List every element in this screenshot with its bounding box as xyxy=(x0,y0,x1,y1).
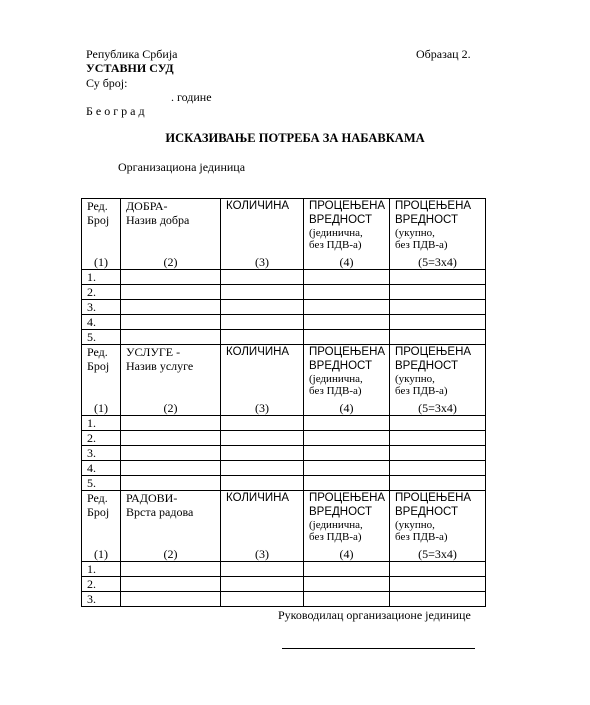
total-value-cell[interactable] xyxy=(390,300,486,315)
col-number-subtitle: Број xyxy=(87,213,110,227)
col-total-value-l2: ВРЕДНОСТ xyxy=(395,506,458,518)
item-name-cell[interactable] xyxy=(121,562,221,577)
row-number: 1. xyxy=(82,562,121,577)
col-quantity-title: КОЛИЧИНА xyxy=(226,200,290,212)
unit-value-cell[interactable] xyxy=(304,285,390,300)
table-row xyxy=(82,592,486,607)
unit-value-cell[interactable] xyxy=(304,431,390,446)
item-name-cell[interactable] xyxy=(121,446,221,461)
item-name-cell[interactable] xyxy=(121,476,221,491)
needs-table xyxy=(81,198,486,607)
table-row xyxy=(82,315,486,330)
item-name-cell[interactable] xyxy=(121,461,221,476)
table-row xyxy=(82,416,486,431)
col-item-title: ДОБРА- xyxy=(126,199,168,213)
quantity-cell[interactable] xyxy=(221,270,304,285)
col-header-number xyxy=(82,345,121,416)
case-number-label: Су број: xyxy=(86,76,128,90)
court-name: УСТАВНИ СУД xyxy=(86,61,174,75)
row-number: 2. xyxy=(82,285,121,300)
col-header-item xyxy=(121,345,221,416)
col-item-title: РАДОВИ- xyxy=(126,491,178,505)
quantity-cell[interactable] xyxy=(221,315,304,330)
total-value-cell[interactable] xyxy=(390,562,486,577)
section-header-row xyxy=(82,199,486,270)
item-name-cell[interactable] xyxy=(121,416,221,431)
col-unit-value-l2: ВРЕДНОСТ xyxy=(309,214,372,226)
quantity-cell[interactable] xyxy=(221,446,304,461)
col-total-value-index: (5=3х4) xyxy=(418,401,457,415)
col-number-subtitle: Број xyxy=(87,505,110,519)
quantity-cell[interactable] xyxy=(221,300,304,315)
quantity-cell[interactable] xyxy=(221,285,304,300)
col-unit-value-l1: ПРОЦЕЊЕНА xyxy=(309,346,386,358)
col-item-subtitle: Врста радова xyxy=(126,505,194,519)
col-total-value-l2: ВРЕДНОСТ xyxy=(395,360,458,372)
org-unit-label: Организациона јединица xyxy=(118,160,246,174)
col-header-item xyxy=(121,199,221,270)
col-header-total-value xyxy=(390,491,486,562)
col-number-title: Ред. xyxy=(87,491,108,505)
total-value-cell[interactable] xyxy=(390,461,486,476)
col-header-quantity xyxy=(221,199,304,270)
col-header-number xyxy=(82,199,121,270)
item-name-cell[interactable] xyxy=(121,577,221,592)
unit-value-cell[interactable] xyxy=(304,315,390,330)
table-row xyxy=(82,270,486,285)
col-unit-value-l2: ВРЕДНОСТ xyxy=(309,360,372,372)
unit-value-cell[interactable] xyxy=(304,300,390,315)
table-row xyxy=(82,562,486,577)
row-number: 3. xyxy=(82,300,121,315)
item-name-cell[interactable] xyxy=(121,330,221,345)
col-item-index: (2) xyxy=(163,255,178,269)
col-item-index: (2) xyxy=(163,547,178,561)
col-header-unit-value xyxy=(304,199,390,270)
form-number: Образац 2. xyxy=(416,47,471,61)
total-value-cell[interactable] xyxy=(390,476,486,491)
col-quantity-title: КОЛИЧИНА xyxy=(226,492,290,504)
col-header-unit-value xyxy=(304,345,390,416)
total-value-cell[interactable] xyxy=(390,446,486,461)
row-number: 5. xyxy=(82,476,121,491)
signature-label: Руководилац организационе јединице xyxy=(278,608,471,622)
col-unit-value-l1: ПРОЦЕЊЕНА xyxy=(309,200,386,212)
unit-value-cell[interactable] xyxy=(304,416,390,431)
row-number: 1. xyxy=(82,270,121,285)
quantity-cell[interactable] xyxy=(221,592,304,607)
col-item-index: (2) xyxy=(163,401,178,415)
total-value-cell[interactable] xyxy=(390,285,486,300)
table-row xyxy=(82,476,486,491)
col-unit-value-l4: без ПДВ-а) xyxy=(309,239,362,251)
col-unit-value-l4: без ПДВ-а) xyxy=(309,385,362,397)
col-total-value-l4: без ПДВ-а) xyxy=(395,531,448,543)
quantity-cell[interactable] xyxy=(221,431,304,446)
col-total-value-l1: ПРОЦЕЊЕНА xyxy=(395,200,472,212)
row-number: 4. xyxy=(82,315,121,330)
city-label: Б е о г р а д xyxy=(86,104,145,118)
row-number: 2. xyxy=(82,431,121,446)
col-header-quantity xyxy=(221,345,304,416)
col-unit-value-l3: (јединична, xyxy=(309,373,363,385)
needs-table-body xyxy=(82,199,486,607)
table-row xyxy=(82,300,486,315)
col-item-title: УСЛУГЕ - xyxy=(126,345,181,359)
col-total-value-l2: ВРЕДНОСТ xyxy=(395,214,458,226)
col-number-subtitle: Број xyxy=(87,359,110,373)
col-unit-value-l2: ВРЕДНОСТ xyxy=(309,506,372,518)
total-value-cell[interactable] xyxy=(390,330,486,345)
row-number: 2. xyxy=(82,577,121,592)
row-number: 3. xyxy=(82,446,121,461)
page-title: ИСКАЗИВАЊЕ ПОТРЕБА ЗА НАБАВКАМА xyxy=(165,131,425,145)
col-total-value-index: (5=3х4) xyxy=(418,255,457,269)
quantity-cell[interactable] xyxy=(221,330,304,345)
row-number: 4. xyxy=(82,461,121,476)
unit-value-cell[interactable] xyxy=(304,577,390,592)
col-number-index: (1) xyxy=(94,255,108,269)
total-value-cell[interactable] xyxy=(390,577,486,592)
col-header-total-value xyxy=(390,199,486,270)
col-total-value-l3: (укупно, xyxy=(395,519,435,531)
total-value-cell[interactable] xyxy=(390,592,486,607)
unit-value-cell[interactable] xyxy=(304,330,390,345)
col-unit-value-index: (4) xyxy=(339,255,354,269)
section-header-row xyxy=(82,345,486,416)
col-total-value-l4: без ПДВ-а) xyxy=(395,385,448,397)
table-row xyxy=(82,446,486,461)
table-row xyxy=(82,431,486,446)
table-row xyxy=(82,285,486,300)
table-row xyxy=(82,461,486,476)
item-name-cell[interactable] xyxy=(121,431,221,446)
col-header-total-value xyxy=(390,345,486,416)
total-value-cell[interactable] xyxy=(390,431,486,446)
quantity-cell[interactable] xyxy=(221,476,304,491)
quantity-cell[interactable] xyxy=(221,461,304,476)
col-unit-value-l3: (јединична, xyxy=(309,227,363,239)
col-number-index: (1) xyxy=(94,401,108,415)
row-number: 5. xyxy=(82,330,121,345)
item-name-cell[interactable] xyxy=(121,285,221,300)
unit-value-cell[interactable] xyxy=(304,461,390,476)
col-quantity-title: КОЛИЧИНА xyxy=(226,346,290,358)
col-header-number xyxy=(82,491,121,562)
unit-value-cell[interactable] xyxy=(304,476,390,491)
col-total-value-l1: ПРОЦЕЊЕНА xyxy=(395,492,472,504)
item-name-cell[interactable] xyxy=(121,592,221,607)
col-number-index: (1) xyxy=(94,547,108,561)
item-name-cell[interactable] xyxy=(121,300,221,315)
col-unit-value-l3: (јединична, xyxy=(309,519,363,531)
unit-value-cell[interactable] xyxy=(304,562,390,577)
item-name-cell[interactable] xyxy=(121,270,221,285)
table-row xyxy=(82,330,486,345)
col-total-value-l3: (укупно, xyxy=(395,227,435,239)
total-value-cell[interactable] xyxy=(390,315,486,330)
col-header-item xyxy=(121,491,221,562)
signature-line xyxy=(282,648,475,649)
total-value-cell[interactable] xyxy=(390,270,486,285)
col-header-unit-value xyxy=(304,491,390,562)
item-name-cell[interactable] xyxy=(121,315,221,330)
col-unit-value-l4: без ПДВ-а) xyxy=(309,531,362,543)
col-quantity-index: (3) xyxy=(255,255,269,269)
unit-value-cell[interactable] xyxy=(304,270,390,285)
col-number-title: Ред. xyxy=(87,199,108,213)
row-number: 3. xyxy=(82,592,121,607)
col-item-subtitle: Назив добра xyxy=(126,213,190,227)
col-quantity-index: (3) xyxy=(255,401,269,415)
total-value-cell[interactable] xyxy=(390,416,486,431)
col-total-value-l1: ПРОЦЕЊЕНА xyxy=(395,346,472,358)
quantity-cell[interactable] xyxy=(221,577,304,592)
col-quantity-index: (3) xyxy=(255,547,269,561)
col-number-title: Ред. xyxy=(87,345,108,359)
col-unit-value-index: (4) xyxy=(339,547,354,561)
col-unit-value-index: (4) xyxy=(339,401,354,415)
table-row xyxy=(82,577,486,592)
col-total-value-index: (5=3х4) xyxy=(418,547,457,561)
quantity-cell[interactable] xyxy=(221,562,304,577)
section-header-row xyxy=(82,491,486,562)
year-label: . године xyxy=(171,90,212,104)
republic-label: Република Србија xyxy=(86,47,178,61)
col-total-value-l3: (укупно, xyxy=(395,373,435,385)
row-number: 1. xyxy=(82,416,121,431)
col-total-value-l4: без ПДВ-а) xyxy=(395,239,448,251)
col-unit-value-l1: ПРОЦЕЊЕНА xyxy=(309,492,386,504)
unit-value-cell[interactable] xyxy=(304,592,390,607)
col-header-quantity xyxy=(221,491,304,562)
col-item-subtitle: Назив услуге xyxy=(126,359,194,373)
quantity-cell[interactable] xyxy=(221,416,304,431)
unit-value-cell[interactable] xyxy=(304,446,390,461)
